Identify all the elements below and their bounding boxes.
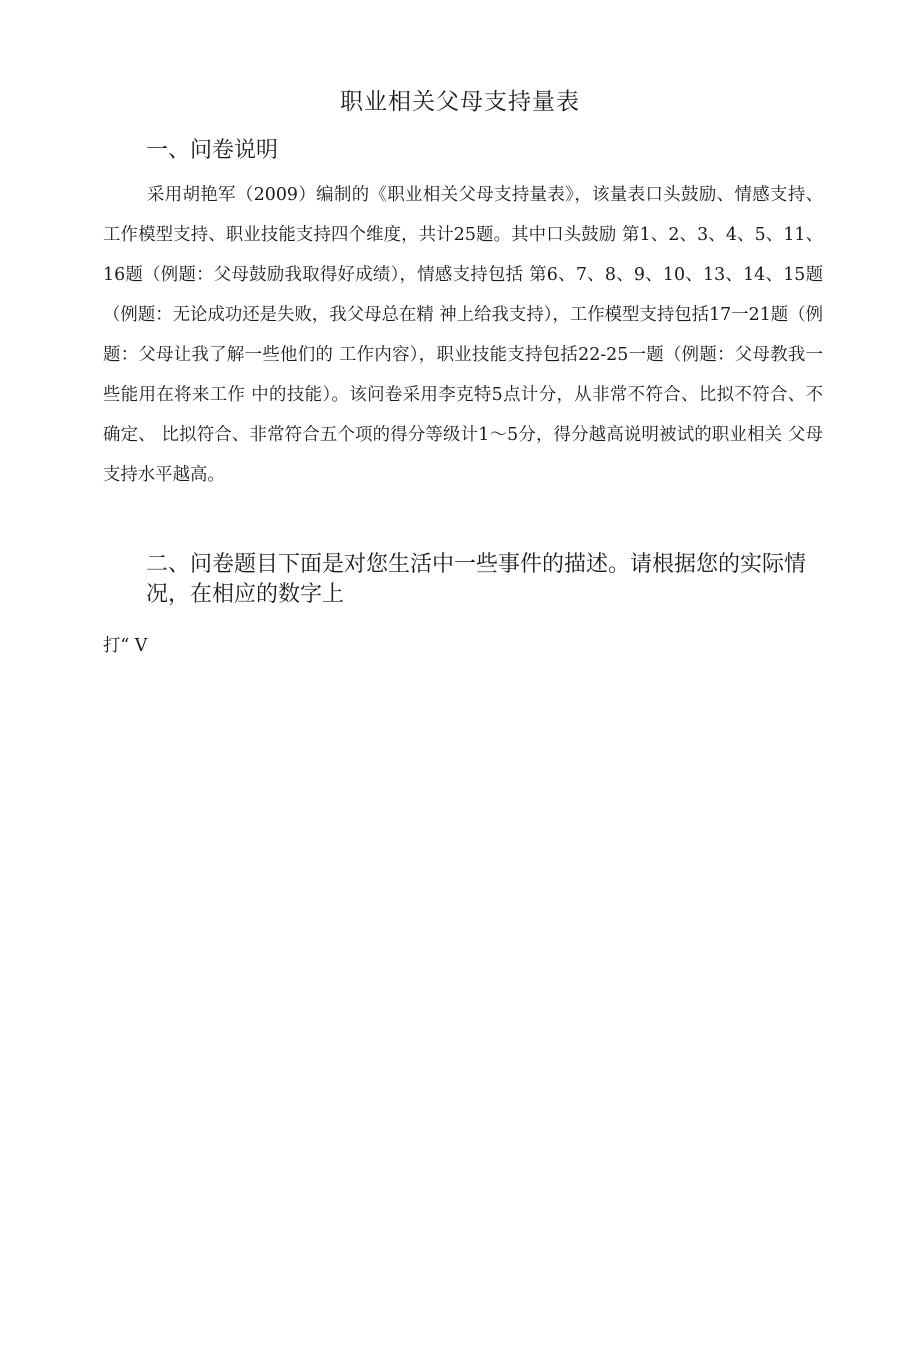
section-heading-instructions: 一、问卷说明 <box>146 138 279 163</box>
instructions-paragraph: 采用胡艳军（2009）编制的《职业相关父母支持量表》，该量表口头鼓励、情感支持、工作模型支持、职业技能支持四个维度，共计25题。其中口头鼓励 第1、2、3、4、5、11、16题（例题：父母鼓励我取得好成绩），情感支持包括 第6、7、8、9、10、13、14、15题（例题：无论成功还是失败，我父母总在精 神上给我支持），工作模型支持包括17一21题（例题：父母让我了解一些他们的 工作内容），职业技能支持包括22-25一题（例题：父母教我一些能用在将来工作 中的技能）。该问卷采用李克特5点计分，从非常不符合、比拟不符合、不确定、 比拟符合、非常符合五个项的得分等级计1〜5分，得分越高说明被试的职业相关 父母支持水平越高。 <box>103 185 823 485</box>
mark-instruction: 打“ V <box>103 636 148 656</box>
section-heading-questions: 二、问卷题目下面是对您生活中一些事件的描述。请根据您的实际情况，在相应的数字上 <box>146 552 807 607</box>
document-title: 职业相关父母支持量表 <box>340 89 580 115</box>
